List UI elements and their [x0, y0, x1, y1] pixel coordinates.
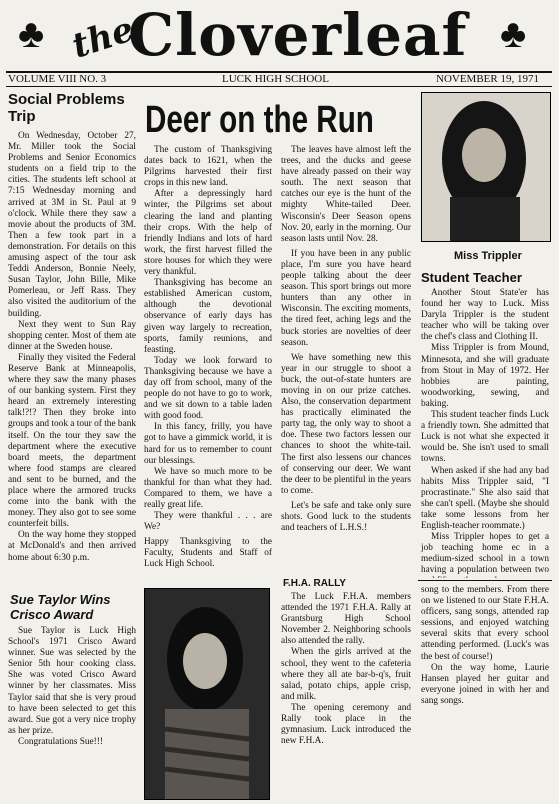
social-paragraph: Next they went to Sun Ray shopping center. Most of them ate dinner at the Sweden house. [8, 319, 136, 352]
portrait-illustration [422, 93, 550, 241]
masthead [0, 0, 559, 72]
thanksgiving-paragraph: In this fancy, frilly, you have got to have a gimmick world, it is hard for us to remember to count our blessings. [144, 422, 272, 466]
deer-paragraph: The leaves have almost left the trees, and the ducks and geese have already passed on their way south. The next season that catches our eye is the hunt of the mighty White-tailed Deer. Wisconsin's Deer Season opens Nov. 20, early in the morning. Our season lasts until Nov. 28. [281, 145, 411, 244]
teacher-paragraph: This student teacher finds Luck a friendly town. She admitted that Luck is not what she expected it would be. She isn't used to small towns. [421, 410, 549, 465]
fha-paragraph: The opening ceremony and Rally took place in the gymnasium. Luck introduced the new F.H.A. [281, 702, 411, 747]
issue-date: NOVEMBER 19, 1971 [436, 73, 539, 85]
column-divider [418, 580, 552, 581]
teacher-paragraph: When asked if she had any bad habits Miss Trippler said, "I procrastinate." She also said that she can't spell. (Maybe she should take some lessons from her English-teacher roommate.) [421, 465, 549, 531]
deer-article [281, 145, 411, 577]
social-article [8, 131, 136, 585]
teacher-paragraph: Miss Trippler hopes to get a job teaching home ec in a medium-sized school in a town having a population between two [421, 532, 549, 576]
fha-paragraph: When the girls arrived at the school, they went to the cafeteria where they all ate bar-b-q's, fruit salad, potato chips, apple crisp, and milk. [281, 647, 411, 702]
social-paragraph: Finally they visited the Federal Reserve Bank at Minneapolis, where they saw the many phases of our banking system. First they heard an extremely interesting talk!?!? Then they broke into groups and took a tour of the bank itself. On the tour they saw the department where the executive board meets, the department where food stamps are cleared and sent to be burned, and the place where the armored trucks come into the bank with the money. They also got to see some counterfeit bills. [8, 352, 136, 530]
fha-headline: F.H.A. RALLY [283, 578, 346, 589]
thanksgiving-paragraph: After a depressingly hard winter, the Pilgrims set about clearing the land and planting their crops. With the help of friendly Indians and lots of hard work, the first harvest filled the store houses for which they were very thankful. [144, 189, 272, 278]
thanksgiving-paragraph: The custom of Thanksgiving dates back to 1621, when the Pilgrims harvested their first crops in this new land. [144, 145, 272, 189]
school-name: LUCK HIGH SCHOOL [222, 73, 329, 85]
teacher-paragraph: Another Stout State'er has found her way to Luck. Miss Daryla Trippler is the student teacher who will be taking over the chef's class and Clothing II. [421, 288, 549, 343]
deer-paragraph: We have something new this year in our struggle to shoot a buck, the out-of-state hunters are moving in on our prize catches. Also, the conservation department has practically eliminated the party tag, the only way to shoot a doe. These two factors lessen our chances to shoot the white-tail. The first also lessens our chances of conserving our deer. We want the deer to be plentiful in the years to come. [281, 352, 411, 496]
deer-paragraph: Let's be safe and take only sure shots. Good luck to the students and teachers of L.H.S.! [281, 500, 411, 534]
masthead-rule-bottom [6, 86, 552, 87]
volume-number: VOLUME VIII NO. 3 [8, 73, 107, 85]
fha-continued-paragraph: song to the members. From there on we listened to our State F.H.A. officers, sang songs, attended rap sessions, and enjoyed watching several skits that every school attending performed. (Luck's was the best of course!) [421, 585, 549, 662]
trippler-caption: Miss Trippler [454, 250, 522, 262]
teacher-article [421, 288, 549, 578]
social-paragraph: On the way home they stopped at McDonald's and then arrived home about 6:30 p.m. [8, 530, 136, 563]
thanksgiving-paragraph: Thanksgiving has become an established American custom, although the devotional observance of early days has given way largely to recreation, sports, family reunions, and feasting. [144, 278, 272, 355]
deer-paragraph: If you have been in any public place, I'm sure you have heard people talking about the deer season. This sport brings out more hunters than any other in Wisconsin. The exciting moments, the tired feet, aching legs and the buck stories are novelties of deer season. [281, 248, 411, 348]
thanksgiving-paragraph: Today we look forward to Thanksgiving because we have a day off from school, many of the people do not have to go to work, and we sit down to a table laden with good food. [144, 355, 272, 422]
thanksgiving-paragraph: They were thankful . . . are We? [144, 511, 272, 533]
crisco-article [8, 626, 136, 802]
social-headline: Social Problems Trip [8, 91, 125, 125]
sue-taylor-photo [144, 588, 270, 800]
miss-trippler-photo [421, 92, 551, 242]
fha-paragraph: The Luck F.H.A. members attended the 1971 F.H.A. Rally at Grantsburg High School November 2. Neighboring schools also attended the rally. [281, 592, 411, 647]
thanksgiving-signoff: Happy Thanksgiving to the Faculty, Students and Staff of Luck High School. [144, 537, 272, 570]
portrait-illustration [145, 589, 269, 799]
fha-article [281, 592, 411, 800]
newspaper-title: Cloverleaf [128, 1, 468, 69]
teacher-headline: Student Teacher [421, 270, 522, 285]
thanksgiving-paragraph: We have so much more to be thankful for than what they had. Compared to them, we have a really great life. [144, 466, 272, 510]
shamrock-icon: ♣ [500, 11, 527, 56]
shamrock-icon: ♣ [18, 11, 45, 56]
crisco-paragraph: Congratulations Sue!!! [18, 736, 103, 747]
fha-continued-paragraph: On the way home, Laurie Hansen played her guitar and everyone joined in with her and sang songs. [421, 662, 549, 706]
masthead-the: the [67, 9, 139, 67]
crisco-headline: Sue Taylor Wins Crisco Award [10, 592, 111, 622]
crisco-paragraph: Sue Taylor is Luck High School's 1971 Crisco Award winner. Sue was selected by the Senior 5th hour cooking class. She was voted Crisco Award winner by her classmates. Miss Taylor said that she is very proud to have been selected to get this award. Sue got a very nice trophy as her prize. [8, 626, 136, 736]
social-paragraph: On Wednesday, October 27, Mr. Miller took the Social Problems and Senior Economics students on a field trip to the cities. The students left school at 7:15 Wednesday morning and arrived at 3M in St. Paul at 9 o'clock. While there they saw a movie about the products of 3M. Then a few took part in a demonstration. For details on this amusing aspect of the tour ask Teddi Anderson, Bonnie Neely, Susan Taylor, John Bille, Mike Pomerleau, or Jeff Rass. They also visited the auditorium of the building. [8, 131, 136, 319]
fha-continued [421, 585, 549, 800]
deer-headline: Deer on the Run [145, 99, 374, 141]
thanksgiving-article [144, 145, 272, 583]
teacher-paragraph: Miss Trippler is from Mound, Minnesota, and she will graduate from Stout in May of 1972. Her hobbies are painting, woodworking, sewing, and baking. [421, 343, 549, 409]
